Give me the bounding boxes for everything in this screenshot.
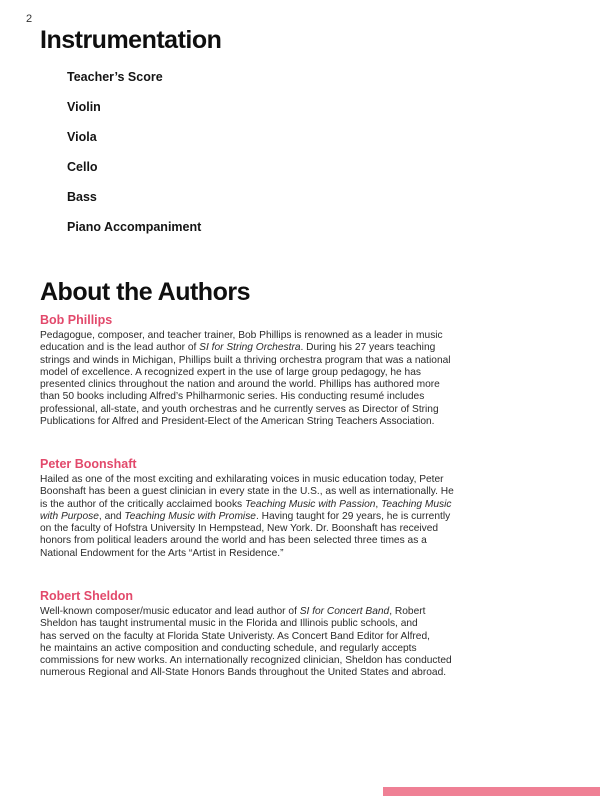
author-name: Bob Phillips [40,313,113,327]
author-name: Robert Sheldon [40,589,134,603]
author-bio: Well-known composer/music educator and lead author of SI for Concert Band, Robert Sheldon has taught instrumental music in the Florida and Illinois public schools, and has served on the faculty at Florida State Univeristy. As Concert Band Editor for Alfred, he maintains an active composition and conducting schedule, and regularly accepts commissions for new works. An internationally recognized clinician, Sheldon has conducted numerous Regional and All-State Honors Bands throughout the United States and abroad. [40,606,452,679]
instrument-item: Teacher’s Score [67,70,163,84]
author-name: Peter Boonshaft [40,457,137,471]
page-number: 2 [26,13,33,25]
footer-accent-bar [383,787,600,796]
instrument-item: Violin [67,100,101,114]
instrumentation-list [67,71,201,251]
author-section-bob-phillips [40,314,580,428]
instrumentation-title: Instrumentation [40,26,222,54]
author-section-peter-boonshaft [40,458,580,560]
instrument-item: Viola [67,130,97,144]
author-bio: Pedagogue, composer, and teacher trainer, Bob Phillips is renowned as a leader in music education and is the lead author of SI for String Orchestra. During his 27 years teaching strings and winds in Michigan, Phillips built a thriving orchestra program that was a national model of excellence. A recognized expert in the use of large group pedagogy, he has presented clinics throughout the nation and around the world. Phillips has authored more than 50 books including Alfred’s Philharmonic series. His conducting resumé includes professional, all-state, and youth orchestras and he currently serves as Director of String Publications for Alfred and President-Elect of the American String Teachers Association. [40,330,451,427]
author-bio: Hailed as one of the most exciting and exhilarating voices in music education today, Peter Boonshaft has been a guest clinician in every state in the U.S., as well as internationally. He is the author of the critically acclaimed books Teaching Music with Passion, Teaching Music with Purpose, and Teaching Music with Promise. Having taught for 29 years, he is currently on the faculty of Hofstra University In Hempstead, New York. Dr. Boonshaft has received honors from political leaders around the world and has been selected three times as a National Endowment for the Arts “Artist in Residence.” [40,474,454,559]
instrument-item: Piano Accompaniment [67,220,202,234]
about-authors-title: About the Authors [40,278,250,306]
author-section-robert-sheldon [40,590,580,680]
instrument-item: Cello [67,160,98,174]
instrument-item: Bass [67,190,97,204]
